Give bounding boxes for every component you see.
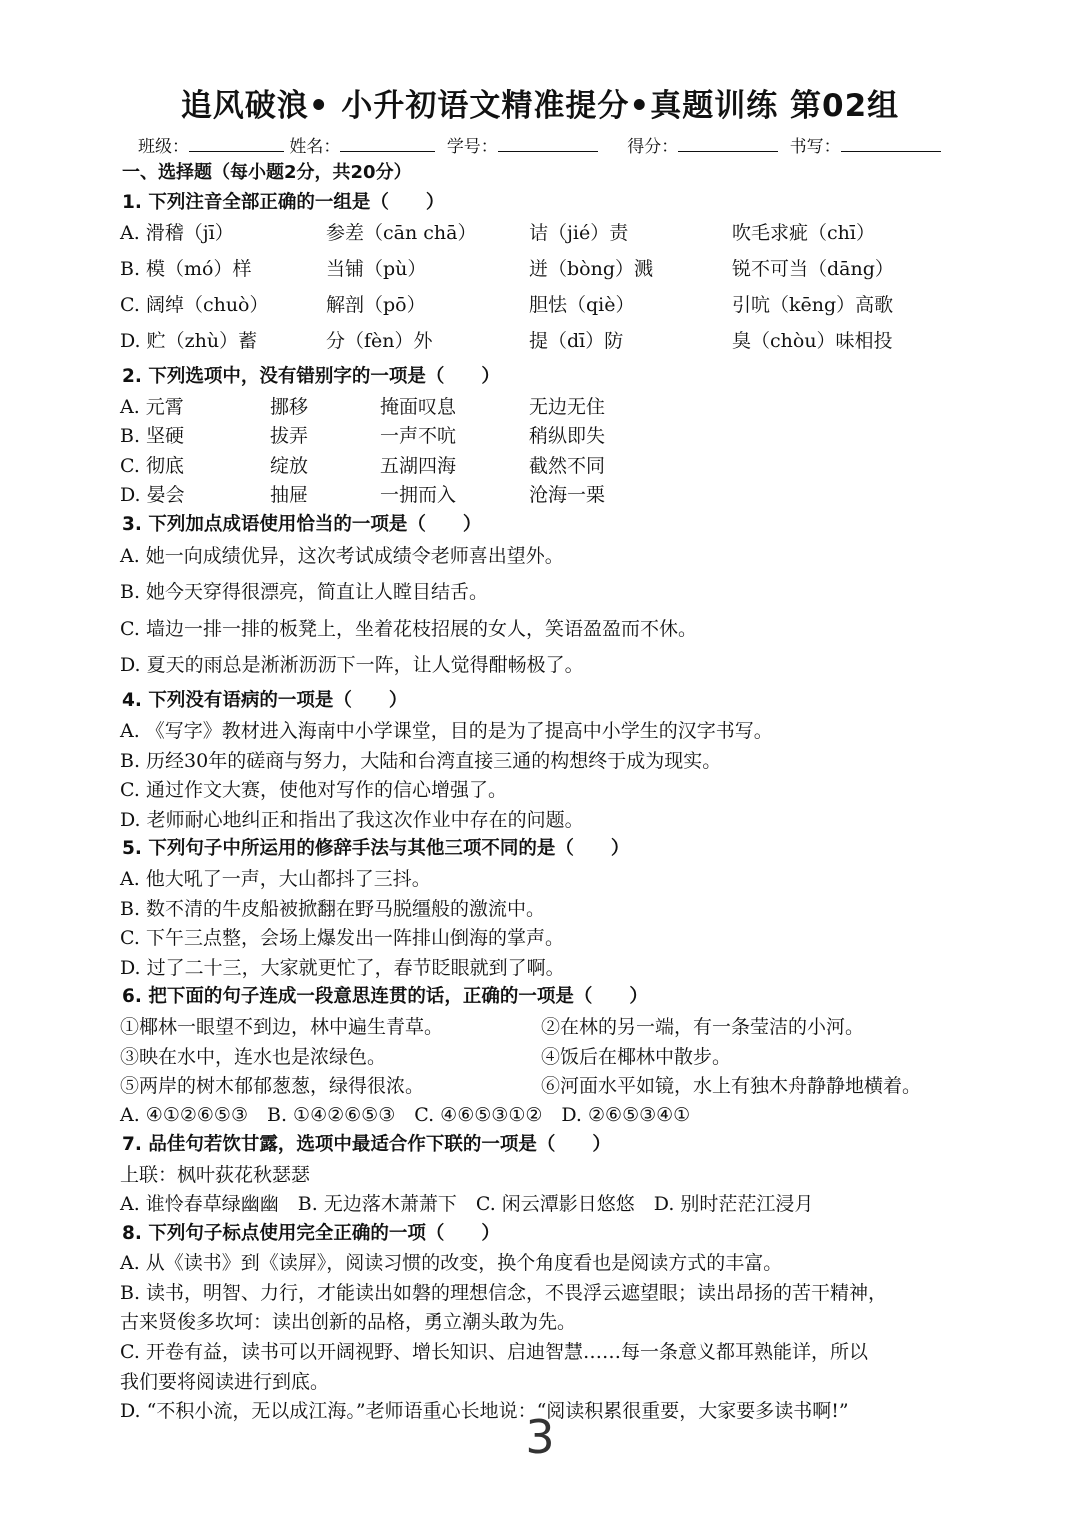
q4-option-d: D. 老师耐心地纠正和指出了我这次作业中存在的问题。	[120, 809, 584, 831]
q1-option-d-2: 分（fèn）外	[326, 330, 433, 352]
q4-option-b: B. 历经30年的磋商与努力，大陆和台湾直接三通的构想终于成为现实。	[120, 750, 722, 772]
q8-option-c-cont: 我们要将阅读进行到底。	[120, 1371, 330, 1393]
q1-option-a-2: 参差（cān chā）	[326, 222, 477, 244]
score-label: 得分：	[627, 137, 679, 157]
q5-option-c: C. 下午三点整，会场上爆发出一阵排山倒海的掌声。	[120, 927, 564, 949]
class-label: 班级：	[138, 137, 189, 157]
q1-option-c-1: C. 阔绰（chuò）	[120, 294, 269, 316]
q7-choices: A. 谁怜春草绿幽幽 B. 无边落木萧萧下 C. 闲云潭影日悠悠 D. 别时茫茫江浸月	[120, 1193, 814, 1215]
page-title: 追风破浪• 小升初语文精准提分•真题训练 第02组	[180, 88, 900, 124]
q5-option-a: A. 他大吼了一声，大山都抖了三抖。	[120, 868, 431, 890]
class-blank	[189, 137, 284, 152]
q6-sentence-2: ②在林的另一端，有一条莹洁的小河。	[541, 1016, 865, 1038]
question-1-stem: 1. 下列注音全部正确的一组是（ ）	[122, 192, 445, 213]
q1-option-c-2: 解剖（pō）	[326, 294, 426, 316]
q6-sentence-4: ④饭后在椰林中散步。	[541, 1046, 732, 1068]
id-blank	[498, 137, 598, 152]
question-3-stem: 3. 下列加点成语使用恰当的一项是（ ）	[122, 514, 482, 535]
q2-row-d-3: 一拥而入	[380, 484, 457, 506]
q1-option-c-3: 胆怯（qiè）	[529, 294, 635, 316]
q1-option-a-4: 吹毛求疵（chī）	[732, 222, 875, 244]
q2-row-d-2: 抽屉	[270, 484, 309, 506]
q5-option-b: B. 数不清的牛皮船被掀翻在野马脱缰般的激流中。	[120, 898, 546, 920]
score-blank	[678, 137, 778, 152]
q1-option-a-1: A. 滑稽（jī）	[120, 222, 234, 244]
q2-row-b-4: 稍纵即失	[529, 425, 606, 447]
q2-row-a-2: 挪移	[270, 396, 309, 418]
q1-option-a-3: 诘（jié）责	[529, 222, 629, 244]
q2-row-c-2: 绽放	[270, 455, 309, 477]
q1-option-b-2: 当铺（pù）	[326, 258, 427, 280]
q6-sentence-5: ⑤两岸的树木郁郁葱葱，绿得很浓。	[120, 1075, 425, 1097]
q3-option-d: D. 夏天的雨总是淅淅沥沥下一阵，让人觉得酣畅极了。	[120, 654, 584, 676]
q1-option-d-3: 提（dī）防	[529, 330, 624, 352]
q6-choices: A. ④①②⑥⑤③ B. ①④②⑥⑤③ C. ④⑥⑤③①② D. ②⑥⑤③④①	[120, 1104, 691, 1126]
student-info-line	[138, 132, 941, 157]
q2-row-c-4: 截然不同	[529, 455, 606, 477]
q3-option-c: C. 墙边一排一排的板凳上，坐着花枝招展的女人，笑语盈盈而不休。	[120, 618, 697, 640]
q8-option-c: C. 开卷有益，读书可以开阔视野、增长知识、启迪智慧……每一条意义都耳熟能详，所以	[120, 1341, 868, 1363]
question-7-stem: 7. 品佳句若饮甘露，选项中最适合作下联的一项是（ ）	[122, 1134, 611, 1155]
question-8-stem: 8. 下列句子标点使用完全正确的一项（ ）	[122, 1223, 500, 1244]
q2-row-a-4: 无边无住	[529, 396, 606, 418]
q2-row-c-3: 五湖四海	[380, 455, 457, 477]
q2-row-d-1: D. 晏会	[120, 484, 185, 506]
id-label: 学号：	[446, 137, 498, 157]
q3-option-b: B. 她今天穿得很漂亮，简直让人瞠目结舌。	[120, 581, 489, 603]
question-5-stem: 5. 下列句子中所运用的修辞手法与其他三项不同的是（ ）	[122, 838, 630, 859]
q4-option-c: C. 通过作文大赛，使他对写作的信心增强了。	[120, 779, 507, 801]
q2-row-b-1: B. 坚硬	[120, 425, 185, 447]
question-2-stem: 2. 下列选项中，没有错别字的一项是（ ）	[122, 366, 500, 387]
name-label: 姓名：	[289, 137, 341, 157]
q1-option-b-3: 迸（bòng）溅	[529, 258, 654, 280]
q7-upper-couplet: 上联：枫叶荻花秋瑟瑟	[120, 1164, 311, 1186]
question-6-stem: 6. 把下面的句子连成一段意思连贯的话，正确的一项是（ ）	[122, 986, 648, 1007]
q6-sentence-6: ⑥河面水平如镜，水上有独木舟静静地横着。	[541, 1075, 922, 1097]
q2-row-a-1: A. 元霄	[120, 396, 184, 418]
q2-row-a-3: 掩面叹息	[380, 396, 457, 418]
q8-option-b: B. 读书，明智、力行，才能读出如磐的理想信念，不畏浮云遮望眼；读出昂扬的苦干精神，	[120, 1282, 888, 1304]
q1-option-c-4: 引吭（kēng）高歌	[732, 294, 894, 316]
writing-label: 书写：	[789, 137, 841, 157]
q8-option-b-cont: 古来贤俊多坎坷：读出创新的品格，勇立潮头敢为先。	[120, 1311, 577, 1333]
q2-row-b-3: 一声不吭	[380, 425, 457, 447]
q1-option-b-4: 锐不可当（dāng）	[732, 258, 894, 280]
writing-blank	[841, 137, 941, 152]
q1-option-d-1: D. 贮（zhù）蓄	[120, 330, 258, 352]
q6-sentence-1: ①椰林一眼望不到边，林中遍生青草。	[120, 1016, 444, 1038]
q2-row-c-1: C. 彻底	[120, 455, 184, 477]
q4-option-a: A. 《写字》教材进入海南中小学课堂，目的是为了提高中小学生的汉字书写。	[120, 720, 773, 742]
q1-option-b-1: B. 模（mó）样	[120, 258, 252, 280]
q6-sentence-3: ③映在水中，连水也是浓绿色。	[120, 1046, 387, 1068]
q8-option-d: D. “不积小流，无以成江海。”老师语重心长地说：“阅读积累很重要，大家要多读书啊!”	[120, 1400, 849, 1422]
q1-option-d-4: 臭（chòu）味相投	[732, 330, 893, 352]
q2-row-b-2: 拔弄	[270, 425, 309, 447]
page-number: 3	[525, 1410, 555, 1464]
q3-option-a: A. 她一向成绩优异，这次考试成绩令老师喜出望外。	[120, 545, 564, 567]
q8-option-a: A. 从《读书》到《读屏》，阅读习惯的改变，换个角度看也是阅读方式的丰富。	[120, 1252, 783, 1274]
section-heading: 一、选择题（每小题2分，共20分）	[122, 162, 412, 183]
q2-row-d-4: 沧海一栗	[529, 484, 606, 506]
q5-option-d: D. 过了二十三，大家就更忙了，春节眨眼就到了啊。	[120, 957, 565, 979]
name-blank	[340, 137, 435, 152]
question-4-stem: 4. 下列没有语病的一项是（ ）	[122, 690, 408, 711]
